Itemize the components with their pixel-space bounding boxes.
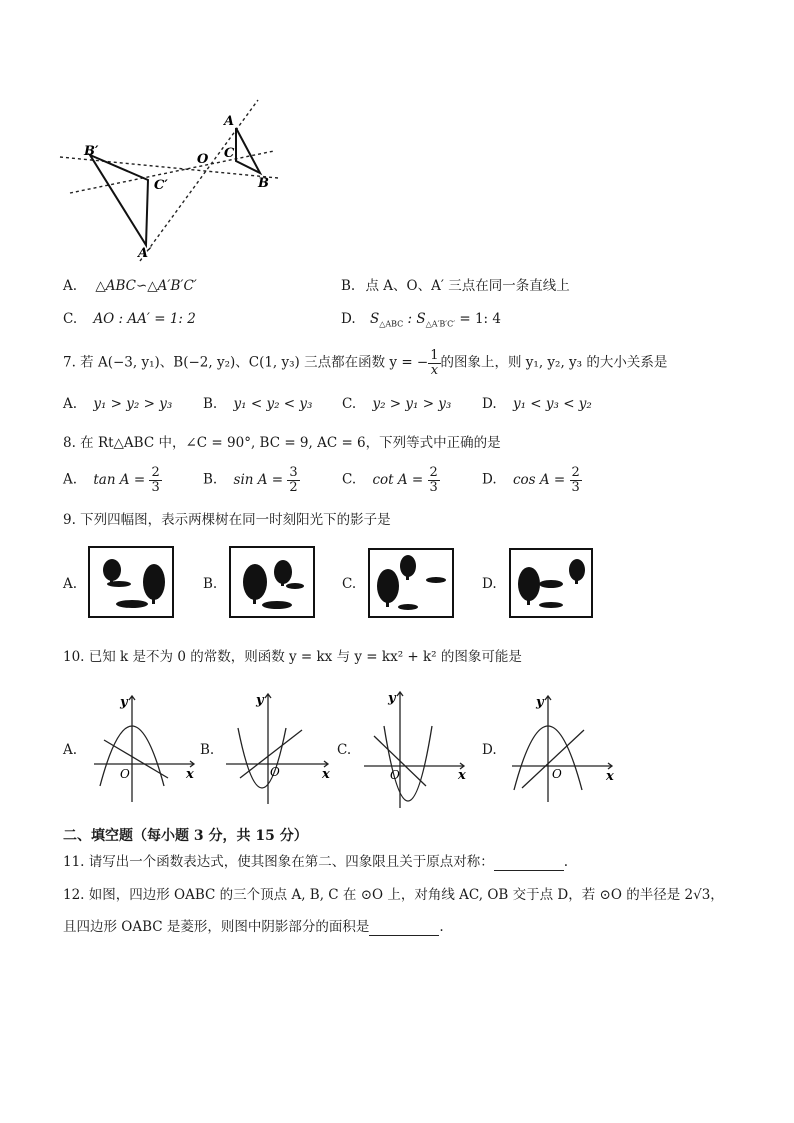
q6-option-b[interactable] — [341, 280, 570, 294]
q10-option-c-letter[interactable]: C. — [337, 742, 352, 758]
option-text: △ABC∽△A′B′C′ — [95, 278, 197, 294]
frac-num: 2 — [429, 465, 438, 480]
option-letter: C. — [342, 396, 357, 412]
option-fn: sin A = — [233, 471, 284, 488]
option-letter: A. — [63, 471, 78, 488]
option-letter: D. — [341, 311, 356, 327]
q8-option-a[interactable] — [63, 466, 162, 494]
option-text: y₁ < y₂ < y₃ — [233, 396, 313, 412]
q9-stem: 9. 下列四幅图，表示两棵树在同一时刻阳光下的影子是 — [63, 512, 391, 528]
q7-stem — [63, 349, 667, 377]
q8-stem: 8. 在 Rt△ABC 中，∠C = 90°, BC = 9, AC = 6，下列等式中正确的是 — [63, 435, 501, 451]
origin-label: O — [270, 765, 280, 779]
area-separator: : S — [403, 311, 426, 327]
q8-option-c[interactable] — [342, 466, 440, 494]
q12-stem-pre: 12. 如图，四边形 OABC 的三个顶点 A, B, C 在 ⊙O 上，对角线 AC, OB 交于点 D，若 ⊙O 的半径是 — [63, 887, 685, 903]
option-fraction — [570, 466, 582, 494]
q12-stem-post: ， — [710, 887, 724, 903]
option-letter: C. — [342, 471, 357, 488]
y-axis-label: y — [120, 695, 128, 710]
q12-stem-line2: 且四边形 OABC 是菱形，则图中阴影部分的面积是 — [63, 919, 370, 935]
frac-num: 2 — [571, 465, 580, 480]
q9-option-a-picture[interactable] — [88, 546, 174, 618]
q10-option-b-letter[interactable]: B. — [200, 742, 215, 758]
similar-triangles-figure — [58, 95, 288, 265]
frac-num: 2 — [151, 465, 160, 480]
y-axis-label: y — [256, 693, 264, 708]
option-text: AO : AA′ = 1: 2 — [93, 311, 196, 327]
option-letter: D. — [482, 471, 497, 488]
q10-option-c-graph[interactable] — [360, 686, 472, 811]
q12-line2 — [63, 921, 444, 936]
q7-option-a[interactable] — [63, 398, 172, 412]
q7-option-c[interactable] — [342, 398, 451, 412]
origin-label: O — [120, 767, 130, 781]
origin-label: O — [552, 767, 562, 781]
option-text: 点 A、O、A′ 三点在同一条直线上 — [365, 278, 570, 294]
label-a-prime: A′ — [138, 246, 152, 261]
q9-option-b-picture[interactable] — [229, 546, 315, 618]
q9-option-c-letter[interactable]: C. — [342, 576, 357, 592]
area-s2-subscript: △A′B′C′ — [425, 319, 456, 329]
q9-option-b-letter[interactable]: B. — [203, 576, 218, 592]
option-fraction — [287, 466, 299, 494]
q9-option-a-letter[interactable]: A. — [63, 576, 78, 592]
label-o: O — [197, 152, 209, 167]
option-letter: A. — [63, 278, 78, 294]
option-letter: D. — [482, 396, 497, 412]
option-fn: tan A = — [93, 471, 146, 488]
area-ratio: = 1: 4 — [455, 311, 501, 327]
q8-option-b[interactable] — [203, 466, 300, 494]
q7-frac-den: x — [430, 362, 439, 378]
label-a: A — [224, 114, 235, 129]
option-letter: B. — [341, 278, 356, 294]
q6-option-c[interactable] — [63, 313, 196, 327]
q7-frac-num: 1 — [430, 348, 439, 363]
label-c-prime: C′ — [154, 178, 168, 193]
q11-stem: 11. 请写出一个函数表达式，使其图象在第二、四象限且关于原点对称： — [63, 854, 494, 870]
y-axis-label: y — [536, 695, 544, 710]
frac-den: 3 — [571, 479, 580, 495]
q6-option-d[interactable] — [341, 313, 501, 329]
q7-option-d[interactable] — [482, 398, 592, 412]
option-text: y₁ > y₂ > y₃ — [93, 396, 173, 412]
frac-den: 2 — [289, 479, 298, 495]
origin-label: O — [390, 768, 400, 782]
label-b: B — [258, 176, 269, 191]
x-axis-label: x — [186, 767, 194, 782]
q7-option-b[interactable] — [203, 398, 312, 412]
option-letter: B. — [203, 396, 218, 412]
section-title: 二、填空题（每小题 3 分，共 15 分） — [63, 828, 308, 844]
option-fraction — [149, 466, 161, 494]
area-s1: S — [369, 311, 380, 327]
q11-text — [63, 856, 568, 871]
q10-stem: 10. 已知 k 是不为 0 的常数，则函数 y = kx 与 y = kx² + k² 的图象可能是 — [63, 649, 522, 665]
area-s1-subscript: △ABC — [379, 319, 404, 329]
x-axis-label: x — [322, 767, 330, 782]
option-letter: A. — [63, 396, 78, 412]
option-fn: cos A = — [512, 471, 566, 488]
q12-end: . — [439, 919, 444, 935]
label-c: C — [224, 146, 235, 161]
q10-option-d-letter[interactable]: D. — [482, 742, 497, 758]
q7-stem-pre: 7. 若 A(−3, y₁)、B(−2, y₂)、C(1, y₃) 三点都在函数 y = − — [63, 354, 429, 371]
q11-end: . — [563, 854, 569, 870]
q7-stem-post: 的图象上，则 y₁, y₂, y₃ 的大小关系是 — [440, 354, 668, 371]
q10-option-a-graph[interactable] — [90, 690, 200, 805]
q7-fraction — [428, 349, 440, 377]
q12-line1 — [63, 889, 724, 903]
x-axis-label: x — [458, 768, 466, 783]
y-axis-label: y — [388, 691, 396, 706]
q11-answer-blank[interactable] — [494, 856, 564, 871]
label-b-prime: B′ — [84, 144, 99, 159]
q12-answer-blank[interactable] — [369, 921, 439, 936]
frac-den: 3 — [429, 479, 438, 495]
q10-option-b-graph[interactable] — [222, 688, 334, 808]
frac-den: 3 — [151, 479, 160, 495]
option-letter: C. — [63, 311, 78, 327]
option-fn: cot A = — [372, 471, 424, 488]
option-text: y₁ < y₃ < y₂ — [512, 396, 592, 412]
frac-num: 3 — [289, 465, 298, 480]
option-letter: B. — [203, 471, 218, 488]
q10-option-a-letter[interactable]: A. — [63, 742, 78, 758]
q6-option-a[interactable] — [63, 280, 197, 294]
option-fraction — [428, 466, 440, 494]
q9-option-c-picture[interactable] — [368, 548, 454, 618]
option-text: y₂ > y₁ > y₃ — [372, 396, 452, 412]
q9-option-d-letter[interactable]: D. — [482, 576, 497, 592]
q8-option-d[interactable] — [482, 466, 582, 494]
x-axis-label: x — [606, 769, 614, 784]
q12-radius: 2√3 — [684, 887, 711, 903]
q9-option-d-picture[interactable] — [509, 548, 593, 618]
q10-option-d-graph[interactable] — [508, 690, 618, 805]
